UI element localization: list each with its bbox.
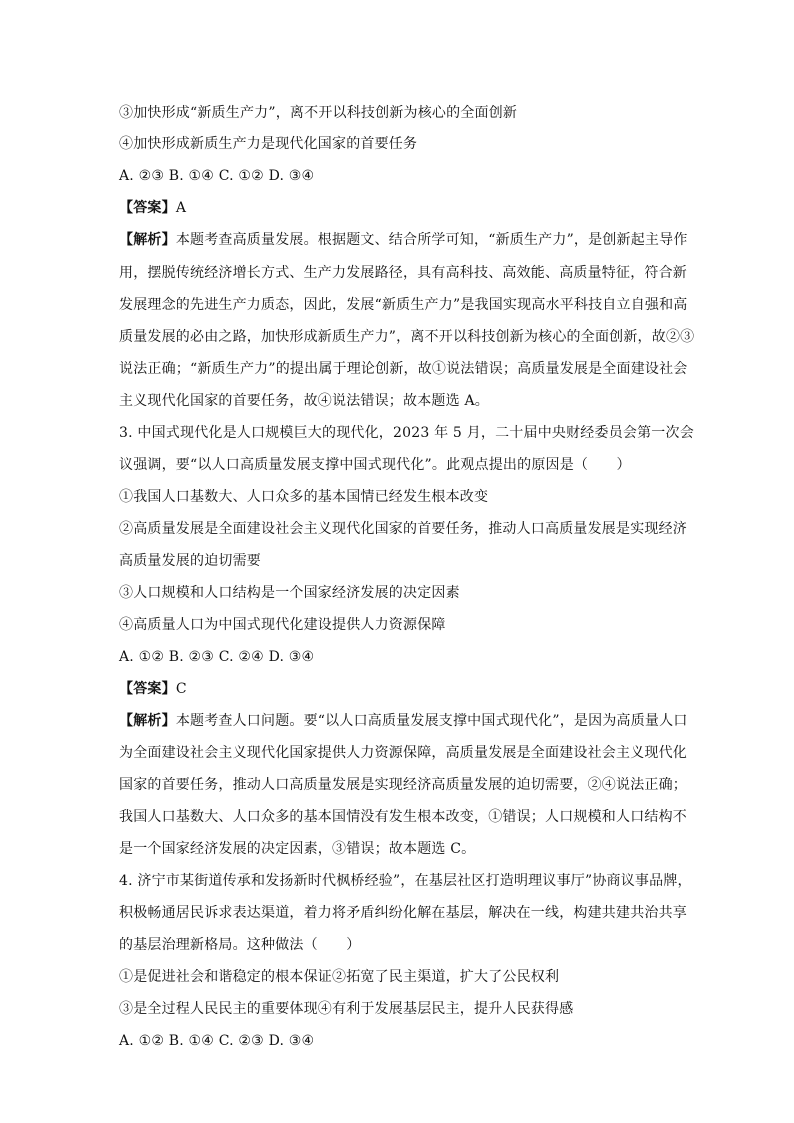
q2-option-4: ④加快形成新质生产力是现代化国家的首要任务 (119, 136, 418, 152)
q2-analysis-label: 【解析】 (119, 232, 176, 248)
q3-analysis-line-2: 为全面建设社会主义现代化国家提供人力资源保障，高质量发展是全面建设社会主义现代化 (119, 745, 687, 761)
q2-option-3: ③加快形成“新质生产力”，离不开以科技创新为核心的全面创新 (119, 105, 518, 121)
q2-analysis-line-1 (119, 232, 688, 248)
q2-answer-value: A (175, 200, 187, 216)
q4-choices: A. ①② B. ①④ C. ②③ D. ③④ (119, 1033, 315, 1049)
q3-option-2-line-2: 高质量发展的迫切需要 (119, 553, 261, 569)
q3-answer-label: 【答案】 (119, 681, 176, 697)
q2-analysis-line-6: 主义现代化国家的首要任务，故④说法错误；故本题选 A。 (119, 393, 489, 409)
q2-answer (119, 200, 679, 216)
q3-option-2-line-1: ②高质量发展是全面建设社会主义现代化国家的首要任务，推动人口高质量发展是实现经济 (119, 521, 687, 537)
q3-stem-line-2: 议强调，要“以人口高质量发展支撑中国式现代化”。此观点提出的原因是（ ） (119, 457, 631, 473)
q3-option-3: ③人口规模和人口结构是一个国家经济发展的决定因素 (119, 585, 460, 601)
q4-options-1-2: ①是促进社会和谐稳定的根本保证②拓宽了民主渠道，扩大了公民权利 (119, 969, 560, 985)
q3-answer-value: C (175, 681, 187, 697)
q3-stem-line-1: 3. 中国式现代化是人口规模巨大的现代化，2023 年 5 月，二十届中央财经委员会第一次会 (119, 425, 694, 441)
q3-analysis-line-1 (119, 713, 688, 729)
q2-analysis-line-4: 质量发展的必由之路，加快形成新质生产力”，离不开以科技创新为核心的全面创新，故②③ (119, 329, 695, 345)
q2-analysis-text: 本题考查高质量发展。根据题文、结合所学可知，“新质生产力”，是创新起主导作 (175, 232, 688, 248)
q3-choices: A. ①② B. ②③ C. ②④ D. ③④ (119, 649, 315, 665)
q3-analysis-line-4: 我国人口基数大、人口众多的基本国情没有发生根本改变，①错误；人口规模和人口结构不 (119, 809, 687, 825)
q2-analysis-line-5: 说法正确；“新质生产力”的提出属于理论创新，故①说法错误；高质量发展是全面建设社会 (119, 361, 688, 377)
q4-options-3-4: ③是全过程人民民主的重要体现④有利于发展基层民主，提升人民获得感 (119, 1001, 574, 1017)
q2-choices: A. ②③ B. ①④ C. ①② D. ③④ (119, 168, 315, 184)
q3-option-1: ①我国人口基数大、人口众多的基本国情已经发生根本改变 (119, 489, 489, 505)
q3-analysis-line-5: 是一个国家经济发展的决定因素，③错误；故本题选 C。 (119, 841, 476, 857)
q3-option-4: ④高质量人口为中国式现代化建设提供人力资源保障 (119, 617, 446, 633)
q4-stem-line-2: 积极畅通居民诉求表达渠道，着力将矛盾纠纷化解在基层，解决在一线，构建共建共治共享 (119, 905, 687, 921)
q2-answer-label: 【答案】 (119, 200, 176, 216)
q3-analysis-text: 本题考查人口问题。要“以人口高质量发展支撑中国式现代化”，是因为高质量人口 (175, 713, 688, 729)
q3-analysis-label: 【解析】 (119, 713, 176, 729)
q4-stem-line-1: 4. 济宁市某街道传承和发扬新时代枫桥经验”，在基层社区打造明理议事厅”协商议事品牌， (119, 873, 692, 889)
q2-analysis-line-3: 发展理念的先进生产力质态，因此，发展“新质生产力”是我国实现高水平科技自立自强和高 (119, 297, 688, 313)
q2-analysis-line-2: 用，摆脱传统经济增长方式、生产力发展路径，具有高科技、高效能、高质量特征，符合新 (119, 265, 687, 281)
q3-answer (119, 681, 679, 697)
q4-stem-line-3: 的基层治理新格局。这种做法（ ） (119, 937, 361, 953)
q3-analysis-line-3: 国家的首要任务，推动人口高质量发展是实现经济高质量发展的迫切需要，②④说法正确； (119, 777, 687, 793)
